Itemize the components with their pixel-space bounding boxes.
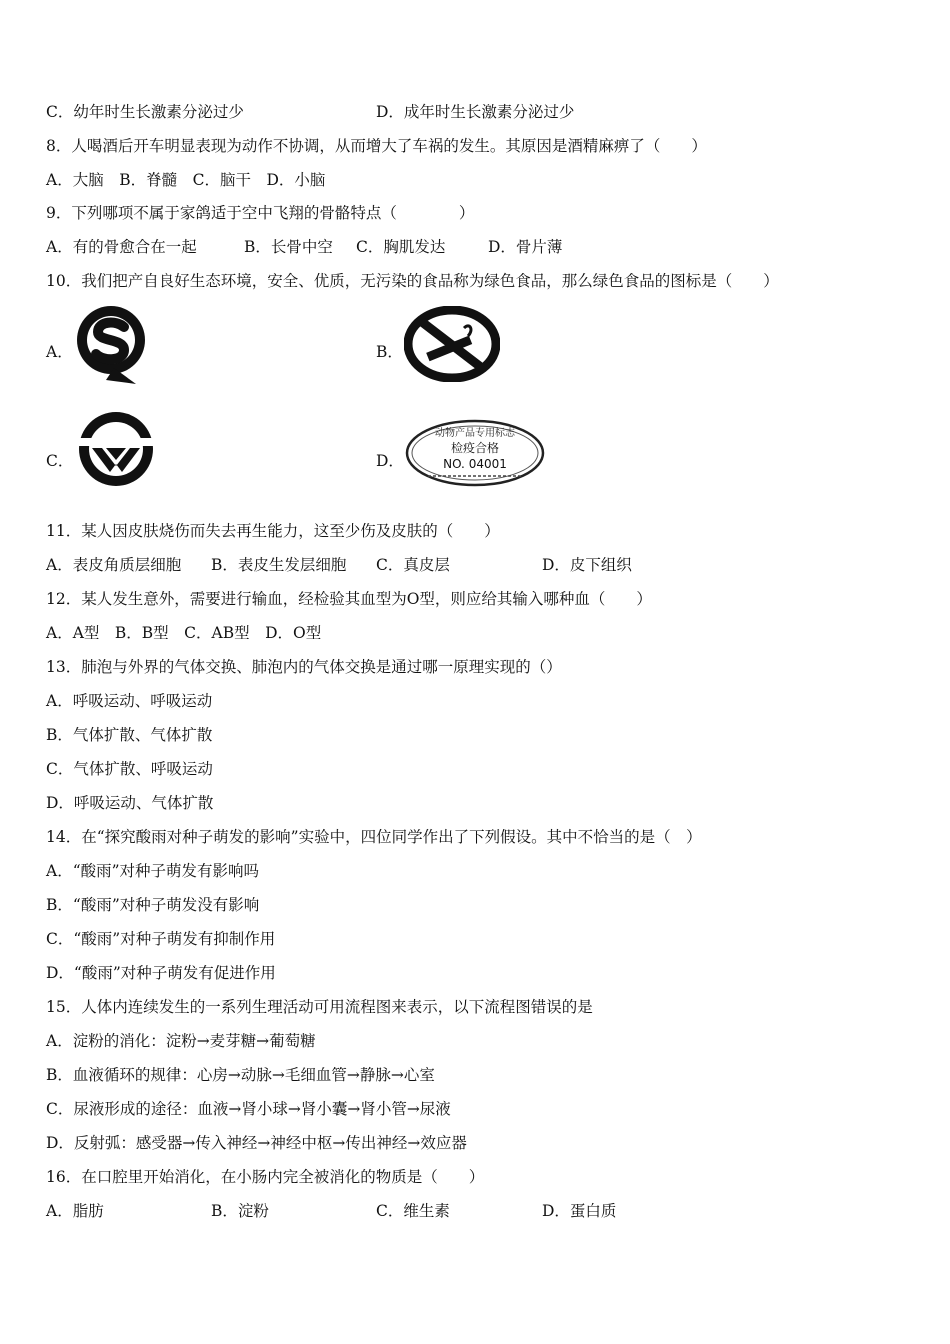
- q11-option-a: A．表皮角质层细胞: [46, 556, 182, 574]
- q12-stem: 12．某人发生意外，需要进行输血，经检验其血型为O型，则应给其输入哪种血（ ）: [46, 590, 652, 608]
- q13-option-b: B．气体扩散、气体扩散: [46, 726, 213, 744]
- q10-stem: 10．我们把产自良好生态环境，安全、优质，无污染的食品称为绿色食品，那么绿色食品的图标是（ ）: [46, 272, 779, 290]
- q9-option-b: B．长骨中空: [244, 238, 333, 256]
- q16-stem: 16．在口腔里开始消化，在小肠内完全被消化的物质是（ ）: [46, 1168, 485, 1186]
- stamp-line-2: 检疫合格: [450, 441, 500, 455]
- q16-option-b: B．淀粉: [211, 1202, 269, 1220]
- stamp-line-1: 动物产品专用标志: [435, 428, 515, 439]
- q9-option-d: D．骨片薄: [488, 238, 563, 256]
- q10-label-b: B．: [376, 343, 403, 361]
- q15-option-d: D．反射弧：感受器→传入神经→神经中枢→传出神经→效应器: [46, 1134, 467, 1152]
- q15-stem: 15．人体内连续发生的一系列生理活动可用流程图来表示，以下流程图错误的是: [46, 998, 593, 1016]
- q10-label-c: C．: [46, 452, 74, 470]
- q14-option-a: A．“酸雨”对种子萌发有影响吗: [46, 862, 260, 880]
- q7-option-d: D．成年时生长激素分泌过少: [376, 103, 575, 121]
- q15-option-c: C．尿液形成的途径：血液→肾小球→肾小囊→肾小管→尿液: [46, 1100, 451, 1118]
- q15-option-b: B．血液循环的规律：心房→动脉→毛细血管→静脉→心室: [46, 1066, 435, 1084]
- quarantine-stamp-icon: [404, 418, 546, 488]
- q11-option-b: B．表皮生发层细胞: [211, 556, 347, 574]
- q12-options: A．A型 B．B型 C．AB型 D．O型: [46, 624, 322, 642]
- q11-option-d: D．皮下组织: [542, 556, 632, 574]
- green-food-logo-icon: [76, 408, 156, 490]
- q9-option-c: C．胸肌发达: [356, 238, 446, 256]
- q16-option-d: D．蛋白质: [542, 1202, 617, 1220]
- q16-option-a: A．脂肪: [46, 1202, 104, 1220]
- q13-stem: 13．肺泡与外界的气体交换、肺泡内的气体交换是通过哪一原理实现的（）: [46, 658, 562, 676]
- q11-stem: 11．某人因皮肤烧伤而失去再生能力，这至少伤及皮肤的（ ）: [46, 522, 500, 540]
- q13-option-c: C．气体扩散、呼吸运动: [46, 760, 213, 778]
- q13-option-a: A．呼吸运动、呼吸运动: [46, 692, 213, 710]
- q14-stem: 14．在“探究酸雨对种子萌发的影响”实验中，四位同学作出了下列假设。其中不恰当的是（ ）: [46, 828, 702, 846]
- q9-option-a: A．有的骨愈合在一起: [46, 238, 197, 256]
- q10-label-d: D．: [376, 452, 404, 470]
- q15-option-a: A．淀粉的消化：淀粉→麦芽糖→葡萄糖: [46, 1032, 316, 1050]
- q10-label-a: A．: [46, 343, 73, 361]
- q8-stem: 8．人喝酒后开车明显表现为动作不协调，从而增大了车祸的发生。其原因是酒精麻痹了（ ）: [46, 137, 707, 155]
- stamp-line-3: NO. 04001: [443, 457, 507, 471]
- no-smoking-icon: [404, 306, 500, 382]
- qs-s-logo-icon: [76, 302, 148, 386]
- q14-option-d: D．“酸雨”对种子萌发有促进作用: [46, 964, 276, 982]
- q16-option-c: C．维生素: [376, 1202, 450, 1220]
- q14-option-b: B．“酸雨”对种子萌发没有影响: [46, 896, 260, 914]
- q9-stem: 9．下列哪项不属于家鸽适于空中飞翔的骨骼特点（ ）: [46, 204, 475, 222]
- q7-option-c: C．幼年时生长激素分泌过少: [46, 103, 244, 121]
- q11-option-c: C．真皮层: [376, 556, 450, 574]
- q14-option-c: C．“酸雨”对种子萌发有抑制作用: [46, 930, 276, 948]
- q8-options: A．大脑 B．脊髓 C．脑干 D．小脑: [46, 171, 326, 189]
- q13-option-d: D．呼吸运动、气体扩散: [46, 794, 214, 812]
